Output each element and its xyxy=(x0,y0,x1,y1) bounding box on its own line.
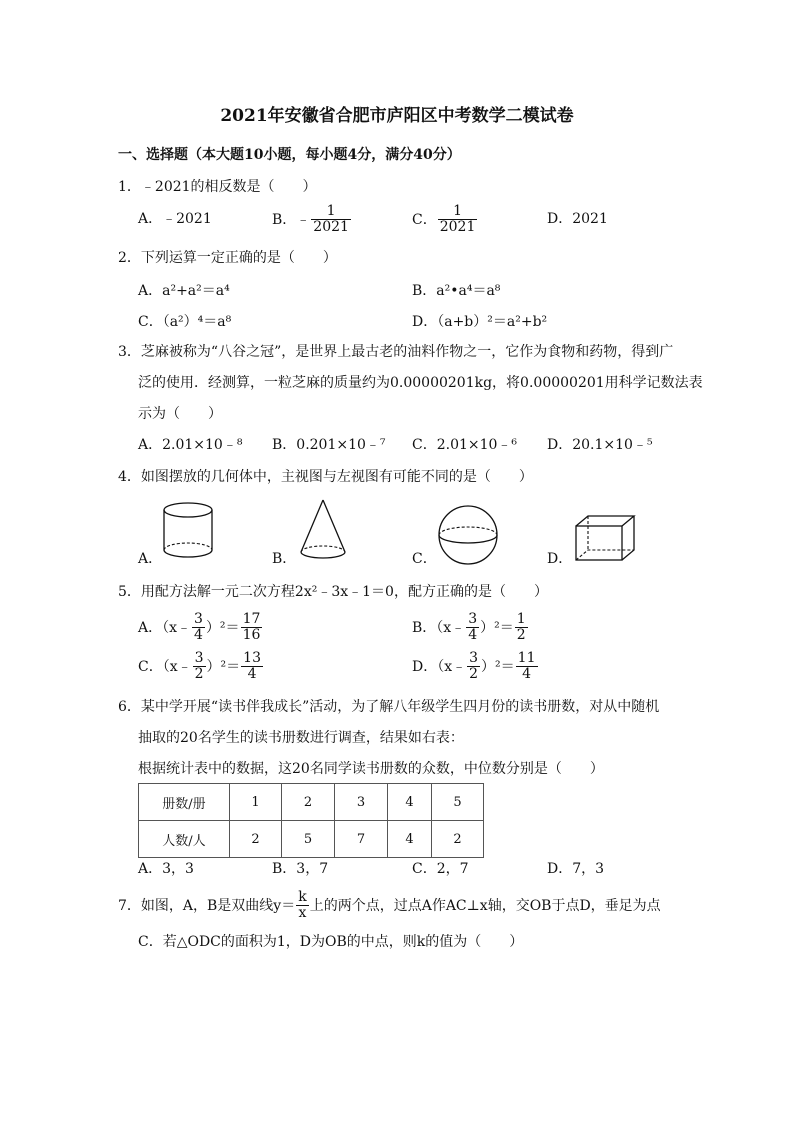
table-cell: 册数/册 xyxy=(139,784,230,821)
table-cell: 5 xyxy=(282,821,335,858)
q4-option-d: D． xyxy=(547,551,573,567)
q3-option-a: A．2.01×10﹣⁸ xyxy=(138,437,243,453)
q4-option-c: C． xyxy=(412,551,437,567)
q1-option-d: D．2021 xyxy=(547,211,608,227)
table-cell: 4 xyxy=(388,821,432,858)
table-row xyxy=(139,784,484,821)
q5-stem: 5．用配方法解一元二次方程2x²﹣3x﹣1＝0，配方正确的是（ ） xyxy=(118,584,548,600)
q7-line2: C．若△ODC的面积为1，D为OB的中点，则k的值为（ ） xyxy=(138,934,524,950)
q6-option-a: A．3，3 xyxy=(138,861,194,877)
q6-option-c: C．2，7 xyxy=(412,861,469,877)
table-cell: 3 xyxy=(335,784,388,821)
q3-line1: 3．芝麻被称为“八谷之冠”，是世界上最古老的油料作物之一，它作为食物和药物，得到广 xyxy=(118,344,674,360)
q5-option-d: D．（x﹣ $\frac{3}{2}$ ）²＝ $\frac{11}{4}$ xyxy=(412,650,536,683)
q1-stem: 1．﹣2021的相反数是（ ） xyxy=(118,179,317,195)
q1-option-c: C． $\frac{1}{2021}$ xyxy=(412,203,476,236)
cuboid-icon xyxy=(574,514,636,564)
q6-option-b: B．3，7 xyxy=(272,861,329,877)
table-cell: 人数/人 xyxy=(139,821,230,858)
q2-option-b: B．a²•a⁴＝a⁸ xyxy=(412,283,501,299)
q6-line2: 抽取的20名学生的读书册数进行调查，结果如右表： xyxy=(138,730,464,746)
q1-option-b: B．﹣ $\frac{1}{2021}$ xyxy=(272,203,349,236)
section-heading: 一、选择题（本大题10小题，每小题4分，满分40分） xyxy=(118,147,461,163)
q2-option-a: A．a²+a²＝a⁴ xyxy=(138,283,230,299)
q4-option-b: B． xyxy=(272,551,297,567)
q3-option-b: B．0.201×10﹣⁷ xyxy=(272,437,386,453)
q1-option-a: A．﹣2021 xyxy=(138,211,212,227)
q5-option-a: A．（x﹣ $\frac{3}{4}$ ）²＝ $\frac{17}{16}$ xyxy=(138,611,261,644)
q3-option-d: D．20.1×10﹣⁵ xyxy=(547,437,653,453)
table-cell: 4 xyxy=(388,784,432,821)
q6-option-d: D．7，3 xyxy=(547,861,605,877)
q4-stem: 4．如图摆放的几何体中，主视图与左视图有可能不同的是（ ） xyxy=(118,469,533,485)
reading-stats-table xyxy=(138,783,484,858)
sphere-icon xyxy=(437,504,499,566)
page-title: 2021年安徽省合肥市庐阳区中考数学二模试卷 xyxy=(220,106,574,126)
q2-option-c: C．（a²）⁴＝a⁸ xyxy=(138,314,232,330)
q5-option-c: C．（x﹣ $\frac{3}{2}$ ）²＝ $\frac{13}{4}$ xyxy=(138,650,261,683)
q4-option-a: A． xyxy=(138,551,163,567)
cone-icon xyxy=(298,498,348,564)
q3-line2: 泛的使用．经测算，一粒芝麻的质量约为0.00000201kg，将0.00000201用科学记数法表 xyxy=(138,375,703,391)
q6-line3: 根据统计表中的数据，这20名同学读书册数的众数，中位数分别是（ ） xyxy=(138,761,604,777)
table-cell: 2 xyxy=(432,821,484,858)
q6-line1: 6．某中学开展“读书伴我成长”活动，为了解八年级学生四月份的读书册数，对从中随机 xyxy=(118,699,660,715)
q3-option-c: C．2.01×10﹣⁶ xyxy=(412,437,518,453)
table-row xyxy=(139,821,484,858)
q7-line1: 7．如图，A，B是双曲线y＝ $\frac{k}{x}$ 上的两个点，过点A作AC⊥x轴，交OB于点D，垂足为点 xyxy=(118,889,661,922)
table-cell: 1 xyxy=(230,784,282,821)
q5-option-b: B．（x﹣ $\frac{3}{4}$ ）²＝ $\frac{1}{2}$ xyxy=(412,611,526,644)
table-cell: 7 xyxy=(335,821,388,858)
q2-option-d: D．（a+b）²＝a²+b² xyxy=(412,314,548,330)
table-cell: 2 xyxy=(282,784,335,821)
table-cell: 2 xyxy=(230,821,282,858)
q2-stem: 2．下列运算一定正确的是（ ） xyxy=(118,250,337,266)
table-cell: 5 xyxy=(432,784,484,821)
q3-line3: 示为（ ） xyxy=(138,406,222,422)
cylinder-icon xyxy=(160,500,216,562)
